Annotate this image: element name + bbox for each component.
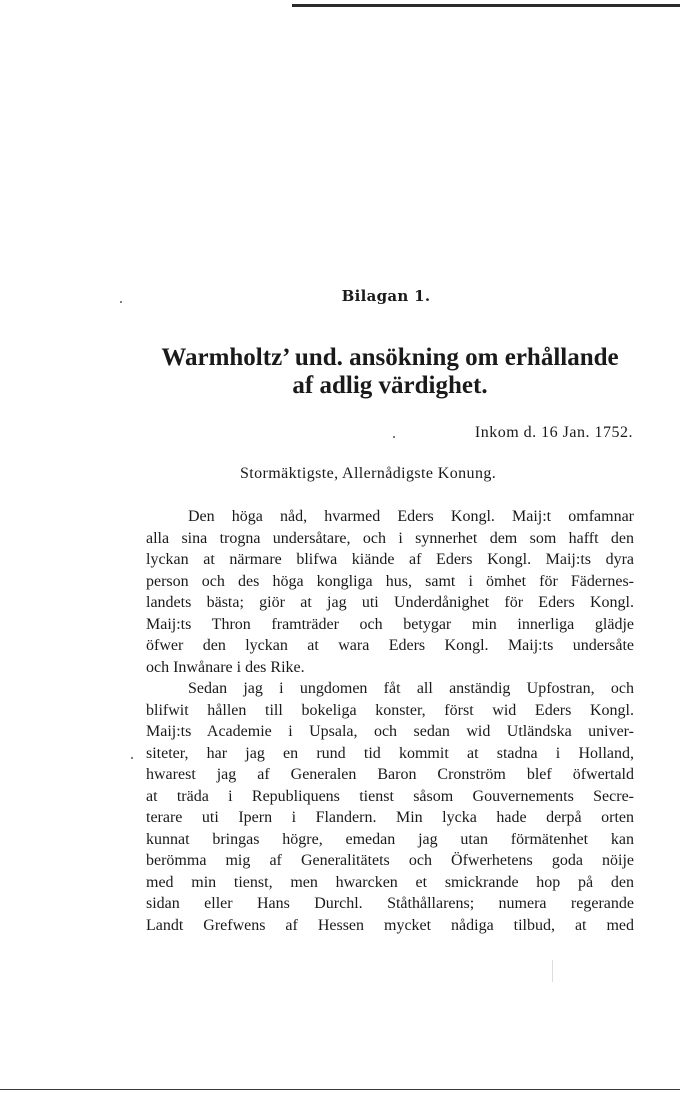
- text-line: Sedan jag i ungdomen fåt all anständig Upfostran, och: [188, 680, 634, 697]
- text-line: sidan eller Hans Durchl. Ståthållarens; numera regerande: [146, 895, 634, 912]
- text-line: person och des höga kongliga hus, samt i ömhet för Fädernes-: [146, 572, 634, 590]
- salutation: Stormäktigste, Allernådigste Konung.: [240, 465, 497, 482]
- bottom-rule: [0, 1089, 680, 1090]
- top-rule: [292, 4, 680, 7]
- text-line: alla sina trogna undersåtare, och i synnerhet dem som hafft den: [146, 529, 634, 547]
- letter-body: [146, 506, 634, 936]
- text-line: landets bästa; giör at jag uti Underdånighet för Eders Kongl.: [146, 594, 634, 611]
- text-line: med min tienst, men hwarcken et smickrande hop på den: [146, 873, 634, 891]
- text-line: Maij:ts Thron framträder och betygar min innerliga glädje: [146, 615, 634, 633]
- text-line: kunnat bringas högre, emedan jag utan förmätenhet kan: [146, 830, 634, 848]
- document-title: [146, 344, 634, 400]
- text-line: lyckan at närmare blifwa kiände af Eders Kongl. Maij:ts dyra: [146, 551, 634, 568]
- text-line: terare uti Ipern i Flandern. Min lycka hade derpå orten: [146, 809, 634, 826]
- text-line: blifwit hållen till bokeliga konster, först wid Eders Kongl.: [146, 701, 634, 719]
- received-date: Inkom d. 16 Jan. 1752.: [474, 424, 633, 441]
- text-line: siteter, har jag en rund tid kommit at stadna i Holland,: [146, 744, 634, 762]
- text-line: Maij:ts Academie i Upsala, och sedan wid Utländska univer-: [146, 723, 634, 740]
- speck-mark: [131, 757, 133, 759]
- speck-mark: [393, 436, 395, 438]
- paragraph: [146, 506, 634, 678]
- title-line: Warmholtz’ und. ansökning om erhållande: [161, 344, 619, 371]
- text-line: öfwer den lyckan at wara Eders Kongl. Maij:ts undersåte: [146, 637, 634, 654]
- faint-mark: [552, 960, 553, 982]
- text-line: hwarest jag af Generalen Baron Cronström blef öfwertald: [146, 766, 634, 783]
- paragraph: [146, 678, 634, 936]
- text-line: och Inwånare i des Rike.: [146, 658, 305, 676]
- text-line: berömma mig af Generalitätets och Öfwerhetens goda nöije: [146, 852, 634, 869]
- title-line: af adlig värdighet.: [292, 372, 488, 399]
- text-line: Landt Grefwens af Hessen mycket nådiga tilbud, at med: [146, 916, 634, 934]
- appendix-label: Bilagan 1.: [341, 287, 431, 305]
- text-line: Den höga nåd, hvarmed Eders Kongl. Maij:t omfamnar: [188, 508, 634, 525]
- text-line: at träda i Republiquens tienst såsom Gouvernements Secre-: [146, 787, 634, 805]
